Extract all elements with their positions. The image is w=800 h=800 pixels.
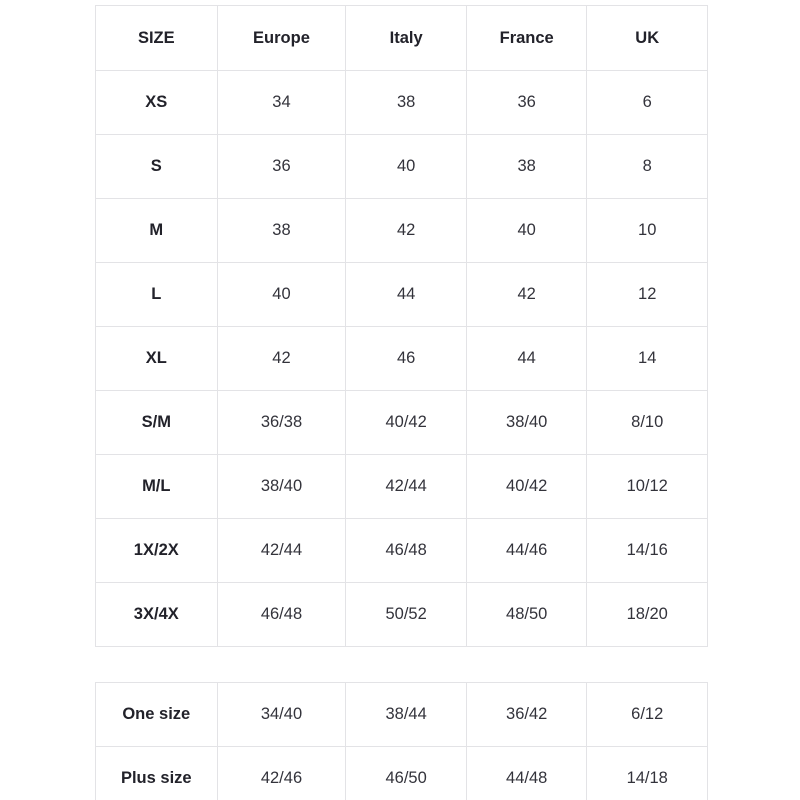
cell-france: 44/46 — [466, 519, 587, 583]
cell-uk: 14 — [587, 327, 708, 391]
row-label: S — [96, 135, 218, 199]
cell-italy: 38 — [346, 71, 467, 135]
table-row — [96, 199, 708, 263]
cell-france: 44 — [466, 327, 587, 391]
cell-france: 36 — [466, 71, 587, 135]
row-label: M/L — [96, 455, 218, 519]
row-label: 1X/2X — [96, 519, 218, 583]
cell-italy: 50/52 — [346, 583, 467, 647]
cell-france: 42 — [466, 263, 587, 327]
row-label: XS — [96, 71, 218, 135]
cell-europe: 36/38 — [217, 391, 346, 455]
cell-france: 38/40 — [466, 391, 587, 455]
cell-uk: 18/20 — [587, 583, 708, 647]
cell-italy: 46/48 — [346, 519, 467, 583]
cell-france: 40 — [466, 199, 587, 263]
column-header-italy: Italy — [346, 6, 467, 71]
cell-italy: 40/42 — [346, 391, 467, 455]
table-header-row — [96, 6, 708, 71]
cell-italy: 40 — [346, 135, 467, 199]
cell-uk: 10/12 — [587, 455, 708, 519]
cell-europe: 34/40 — [217, 683, 346, 747]
table-row — [96, 747, 708, 800]
cell-uk: 14/16 — [587, 519, 708, 583]
cell-uk: 14/18 — [587, 747, 708, 800]
size-chart-table-secondary — [95, 682, 708, 800]
cell-italy: 44 — [346, 263, 467, 327]
cell-france: 48/50 — [466, 583, 587, 647]
row-label: M — [96, 199, 218, 263]
cell-uk: 8 — [587, 135, 708, 199]
cell-france: 36/42 — [466, 683, 587, 747]
table-row — [96, 327, 708, 391]
cell-italy: 42 — [346, 199, 467, 263]
size-chart-table-primary — [95, 5, 708, 647]
table-row — [96, 455, 708, 519]
table-row — [96, 135, 708, 199]
row-label: XL — [96, 327, 218, 391]
row-label: One size — [96, 683, 218, 747]
column-header-size: SIZE — [96, 6, 218, 71]
cell-uk: 10 — [587, 199, 708, 263]
cell-france: 38 — [466, 135, 587, 199]
cell-uk: 8/10 — [587, 391, 708, 455]
row-label: 3X/4X — [96, 583, 218, 647]
table-row — [96, 519, 708, 583]
cell-europe: 42 — [217, 327, 346, 391]
cell-france: 40/42 — [466, 455, 587, 519]
cell-europe: 38 — [217, 199, 346, 263]
cell-uk: 12 — [587, 263, 708, 327]
cell-italy: 46 — [346, 327, 467, 391]
cell-uk: 6 — [587, 71, 708, 135]
table-row — [96, 71, 708, 135]
table-row — [96, 683, 708, 747]
row-label: Plus size — [96, 747, 218, 800]
row-label: S/M — [96, 391, 218, 455]
cell-europe: 34 — [217, 71, 346, 135]
cell-italy: 46/50 — [346, 747, 467, 800]
column-header-france: France — [466, 6, 587, 71]
column-header-europe: Europe — [217, 6, 346, 71]
cell-europe: 46/48 — [217, 583, 346, 647]
table-row — [96, 263, 708, 327]
cell-europe: 38/40 — [217, 455, 346, 519]
cell-italy: 42/44 — [346, 455, 467, 519]
cell-europe: 42/44 — [217, 519, 346, 583]
table-row — [96, 391, 708, 455]
cell-europe: 40 — [217, 263, 346, 327]
cell-uk: 6/12 — [587, 683, 708, 747]
cell-europe: 36 — [217, 135, 346, 199]
table-row — [96, 583, 708, 647]
cell-europe: 42/46 — [217, 747, 346, 800]
cell-italy: 38/44 — [346, 683, 467, 747]
cell-france: 44/48 — [466, 747, 587, 800]
row-label: L — [96, 263, 218, 327]
column-header-uk: UK — [587, 6, 708, 71]
